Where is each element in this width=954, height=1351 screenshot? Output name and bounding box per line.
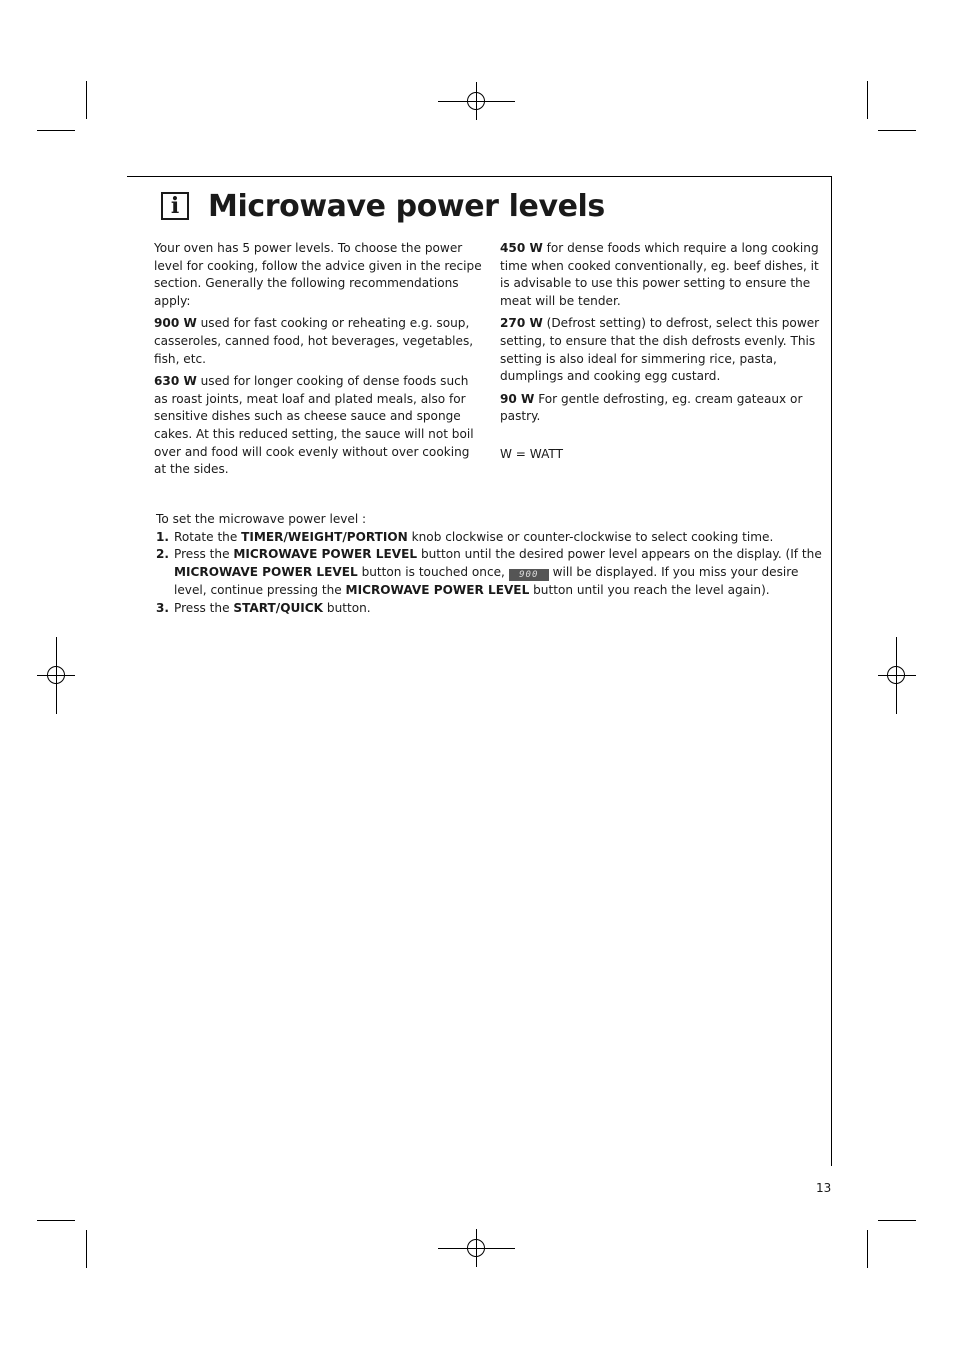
crop-mark bbox=[37, 1220, 75, 1221]
crop-mark bbox=[878, 130, 916, 131]
instruction-steps bbox=[156, 529, 828, 618]
instructions-intro: To set the microwave power level : bbox=[156, 512, 367, 526]
page-frame-top bbox=[127, 176, 832, 177]
registration-circle bbox=[467, 92, 485, 110]
step-3: 3. Press the START/QUICK button. bbox=[156, 600, 371, 615]
step-2: 2. Press the MICROWAVE POWER LEVEL button until the desired power level appears on the display. (If the MICROWAVE POWER LEVEL button is touched once, 900 will be displayed. If you miss your desire level, continue pressing the MICROWAVE POWER LEVEL button until you reach the level again). bbox=[156, 547, 822, 597]
instructions bbox=[156, 511, 828, 617]
power-level-90: 90 W For gentle defrosting, eg. cream gateaux or pastry. bbox=[500, 391, 803, 424]
power-level-270: 270 W (Defrost setting) to defrost, select this power setting, to ensure that the dish defrosts evenly. This setting is also ideal for simmering rice, pasta, dumplings and cooking egg custard. bbox=[500, 316, 820, 384]
power-level-630: 630 W used for longer cooking of dense foods such as roast joints, meat loaf and plated meals, also for sensitive dishes such as cheese sauce and sponge cakes. At this reduced setting, the sauce will not boil over and food will cook evenly without over cooking at the sides. bbox=[154, 373, 474, 477]
step-1: 1. Rotate the TIMER/WEIGHT/PORTION knob clockwise or counter-clockwise to select cooking time. bbox=[156, 529, 774, 544]
display-readout: 900 bbox=[509, 569, 549, 581]
crop-mark bbox=[878, 1220, 916, 1221]
crop-mark bbox=[867, 1230, 868, 1268]
intro-paragraph: Your oven has 5 power levels. To choose the power level for cooking, follow the advice given in the recipe section. Generally the following recommendations apply: bbox=[154, 241, 482, 309]
crop-mark bbox=[867, 81, 868, 119]
registration-circle bbox=[47, 666, 65, 684]
power-level-450: 450 W for dense foods which require a long cooking time when cooked conventionally, eg. beef dishes, it is advisable to use this power setting to ensure the meat will be tender. bbox=[500, 241, 819, 309]
page-title: Microwave power levels bbox=[208, 188, 605, 224]
crop-mark bbox=[37, 130, 75, 131]
page-number: 13 bbox=[816, 1181, 832, 1195]
crop-mark bbox=[86, 81, 87, 119]
right-column bbox=[500, 240, 830, 468]
registration-circle bbox=[467, 1239, 485, 1257]
section-header bbox=[161, 186, 605, 226]
info-icon: i bbox=[161, 192, 189, 220]
registration-circle bbox=[887, 666, 905, 684]
watt-footnote: W = WATT bbox=[500, 447, 563, 462]
page-frame-right bbox=[831, 176, 832, 1166]
power-level-900: 900 W used for fast cooking or reheating e.g. soup, casseroles, canned food, hot beverages, vegetables, fish, etc. bbox=[154, 316, 474, 366]
left-column bbox=[154, 240, 484, 484]
crop-mark bbox=[86, 1230, 87, 1268]
